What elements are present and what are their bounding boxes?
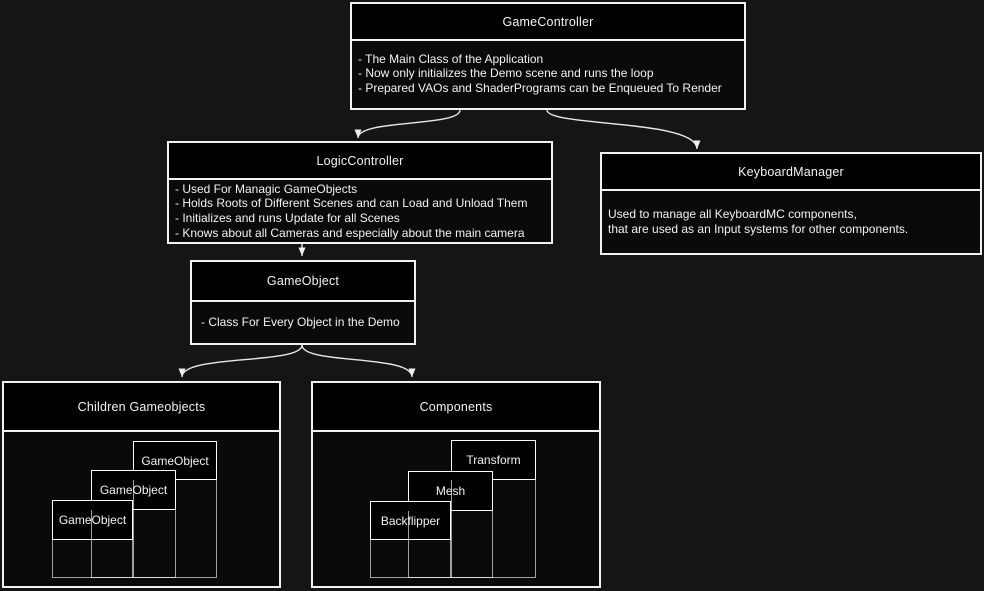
connector-gameobject-children (182, 345, 302, 377)
card-title: Mesh (435, 484, 466, 498)
card-body-gameobject-3 (52, 540, 133, 578)
connector-gamecontroller-logiccontroller (358, 110, 460, 138)
class-body (192, 302, 414, 343)
class-body-line: - Initializes and runs Update for all Scenes (175, 211, 400, 225)
class-node-logiccontroller[interactable] (167, 141, 553, 244)
container-title: Children Gameobjects (4, 383, 279, 432)
class-body-line: - Knows about all Cameras and especially about the main camera (175, 225, 525, 240)
class-title: GameController (352, 4, 744, 41)
class-title: LogicController (169, 143, 551, 180)
connector-gameobject-components (302, 345, 412, 377)
class-body-line: that are used as an Input systems for other components. (608, 222, 909, 236)
card-title: GameObject (58, 513, 127, 527)
class-node-gameobject[interactable] (190, 260, 416, 345)
class-body-line: - Used For Managic GameObjects (175, 181, 358, 196)
class-body (352, 41, 744, 106)
container-title: Components (313, 383, 599, 432)
class-body-line: Used to manage all KeyboardMC components, (608, 207, 857, 222)
card-body-backflipper (370, 540, 451, 578)
card-title: GameObject (99, 483, 168, 497)
class-node-gamecontroller[interactable] (350, 2, 746, 110)
connector-gamecontroller-keyboardmanager (547, 110, 697, 149)
class-body (602, 191, 980, 253)
card-title: GameObject (141, 453, 209, 468)
card-title: Backflipper (380, 513, 441, 528)
class-body-line: - Now only initializes the Demo scene and runs the loop (358, 66, 654, 81)
class-body-line: - Prepared VAOs and ShaderPrograms can be Enqueued To Render (358, 80, 722, 95)
class-title: KeyboardManager (602, 154, 980, 191)
class-title: GameObject (192, 262, 414, 302)
class-body-line: - The Main Class of the Application (358, 51, 544, 66)
class-body-line: - Class For Every Object in the Demo (201, 315, 400, 330)
class-body-line: - Holds Roots of Different Scenes and can Load and Unload Them (175, 196, 528, 211)
card-title: Transform (466, 453, 521, 467)
class-body (169, 180, 551, 242)
class-node-keyboardmanager[interactable] (600, 152, 982, 255)
